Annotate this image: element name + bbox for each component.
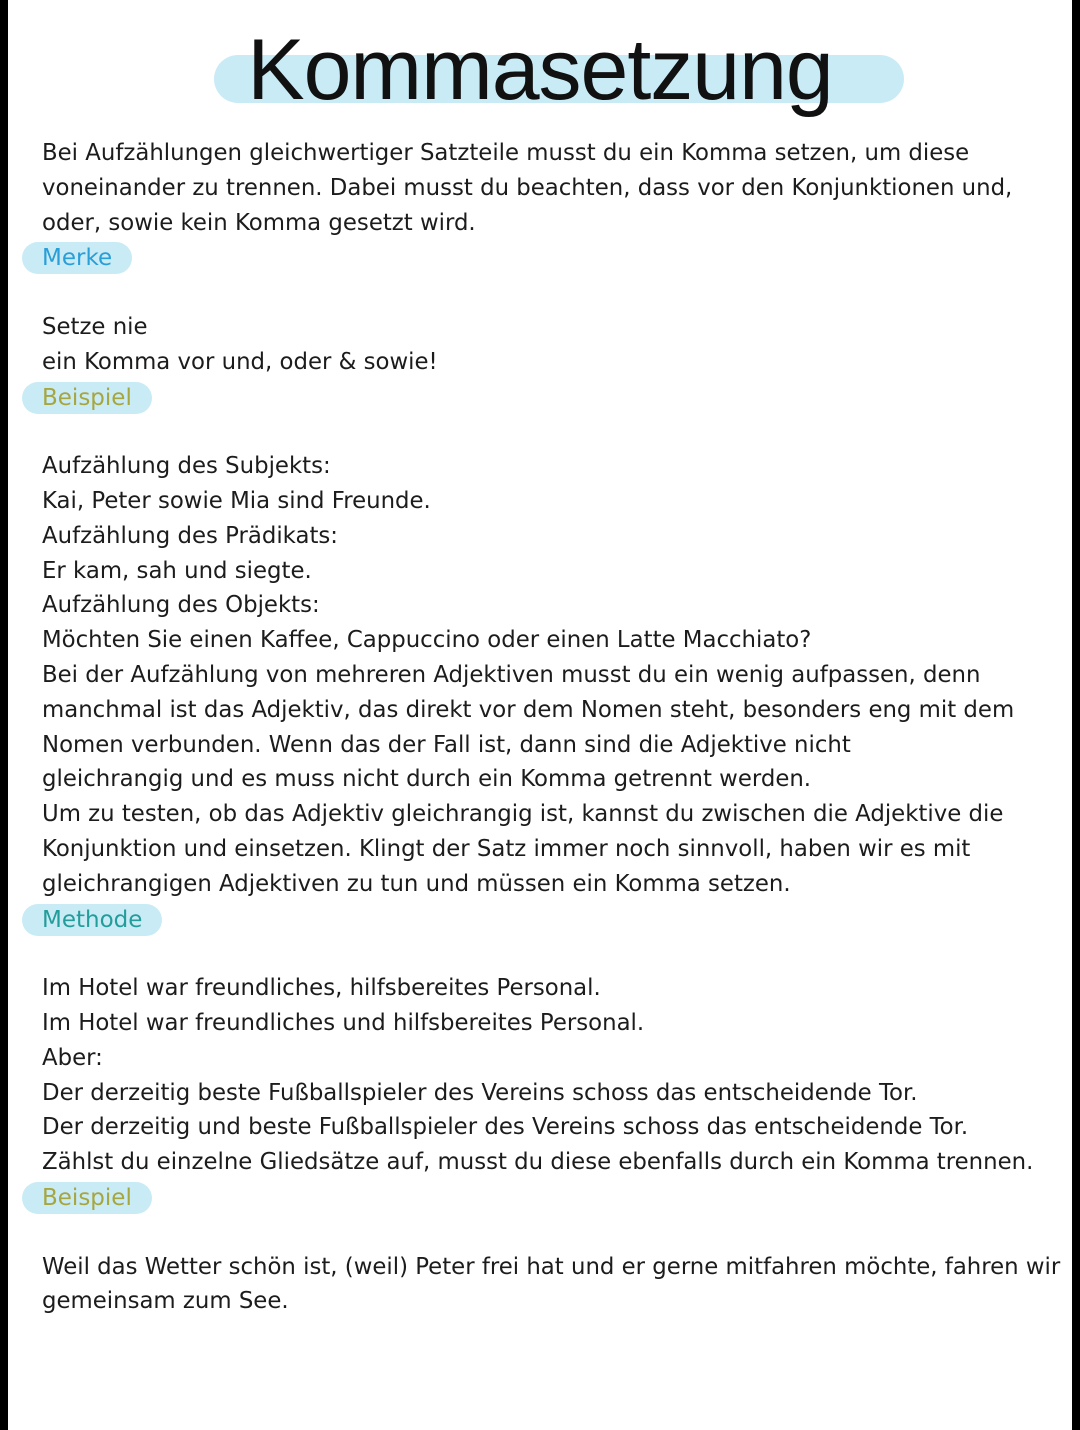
spacer [42,414,1072,449]
text-line: Bei Aufzählungen gleichwertiger Satzteile musst du ein Komma setzen, um diese [42,140,970,166]
text-line: Möchten Sie einen Kaffee, Cappuccino oder einen Latte Macchiato? [42,627,812,654]
text-line: oder, sowie kein Komma gesetzt wird. [42,209,476,236]
document-page [8,0,1072,1430]
title-area [8,18,1072,128]
spacer [42,275,1072,310]
beispiel-tag-row-2 [42,1180,1072,1215]
text-line: Der derzeitig beste Fußballspieler des Vereins schoss das entscheidende Tor. [42,1079,918,1106]
beispiel-tag-row [42,380,1072,415]
merke-section [42,310,1072,380]
methode-tag-row [42,902,1072,937]
text-line: ein Komma vor und, oder & sowie! [42,348,438,375]
text-line: Konjunktion und einsetzen. Klingt der Satz immer noch sinnvoll, haben wir es mit [42,835,971,862]
text-line: Kai, Peter sowie Mia sind Freunde. [42,487,431,514]
text-line: Aufzählung des Prädikats: [42,522,338,549]
text-line: Um zu testen, ob das Adjektiv gleichrangig ist, kannst du zwischen die Adjektive die [42,801,1004,828]
text-line: Im Hotel war freundliches, hilfsbereites Personal. [42,975,601,1002]
text-line: Weil das Wetter schön ist, (weil) Peter frei hat und er gerne mitfahren möchte, fahren wir [42,1253,1061,1280]
text-line: gleichrangigen Adjektiven zu tun und müssen ein Komma setzen. [42,870,791,897]
beispiel-section-2 [42,1250,1072,1320]
beispiel-section [42,449,1072,901]
page-title: Kommasetzung [247,22,833,118]
text-line: Nomen verbunden. Wenn das der Fall ist, dann sind die Adjektive nicht [42,731,851,758]
beispiel-tag-2: Beispiel [22,1182,152,1214]
spacer [42,936,1072,971]
text-line: Aufzählung des Subjekts: [42,453,331,480]
methode-tag: Methode [22,904,162,936]
text-line: Setze nie [42,313,148,340]
text-line: Aufzählung des Objekts: [42,592,320,619]
merke-tag: Merke [22,242,132,274]
spacer [42,1215,1072,1250]
text-line: gemeinsam zum See. [42,1288,289,1315]
intro-paragraph [42,136,1072,240]
beispiel-tag: Beispiel [22,382,152,414]
text-line: manchmal ist das Adjektiv, das direkt vor dem Nomen steht, besonders eng mit dem [42,696,1015,723]
text-line: Im Hotel war freundliches und hilfsbereites Personal. [42,1009,645,1036]
document-content [42,136,1072,1319]
text-line: Er kam, sah und siegte. [42,557,312,584]
text-line: voneinander zu trennen. Dabei musst du beachten, dass vor den Konjunktionen und, [42,174,1013,201]
text-line: Zählst du einzelne Gliedsätze auf, musst du diese ebenfalls durch ein Komma trennen. [42,1149,1034,1176]
text-line: Aber: [42,1044,103,1071]
text-line: Bei der Aufzählung von mehreren Adjektiven musst du ein wenig aufpassen, denn [42,661,981,688]
methode-section [42,971,1072,1180]
text-line: Der derzeitig und beste Fußballspieler des Vereins schoss das entscheidende Tor. [42,1114,969,1141]
merke-tag-row [42,240,1072,275]
text-line: gleichrangig und es muss nicht durch ein Komma getrennt werden. [42,766,812,793]
